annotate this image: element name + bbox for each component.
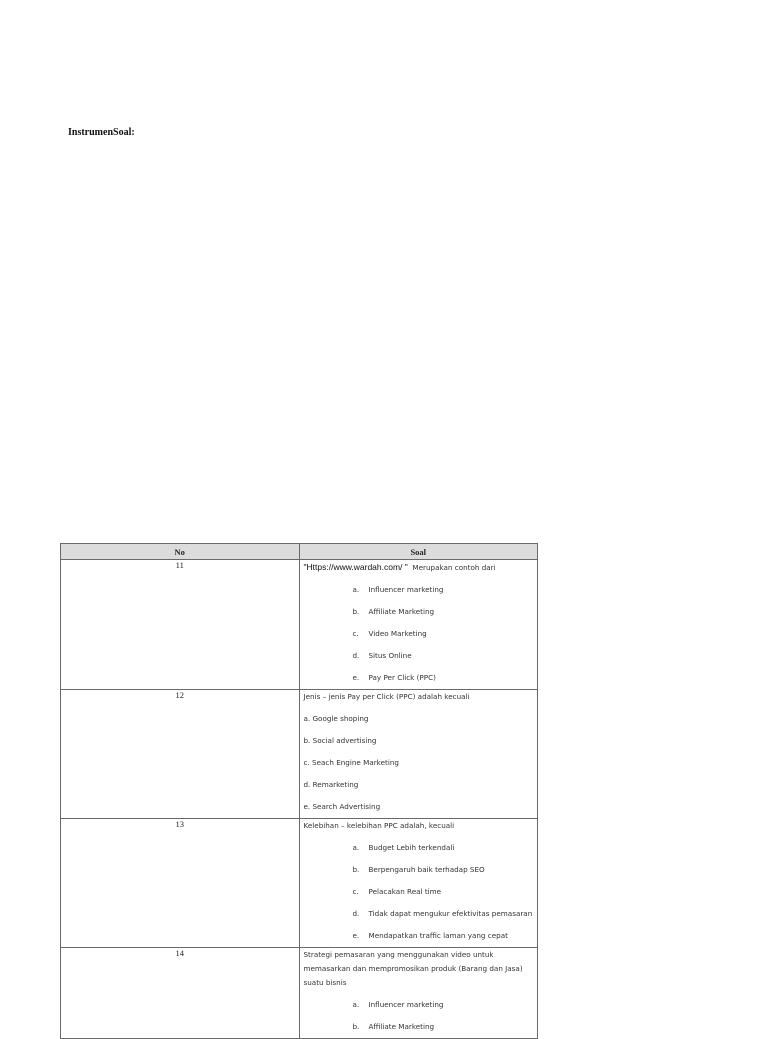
question-number: 13 — [61, 819, 300, 948]
answer-option — [304, 583, 534, 597]
option-text: Influencer marketing — [368, 1000, 444, 1009]
question-table — [60, 543, 538, 1039]
option-letter: a. — [352, 585, 360, 594]
question-cell — [299, 560, 538, 690]
table-row — [61, 819, 538, 948]
question-number: 14 — [61, 948, 300, 1039]
option-letter: c. — [352, 629, 359, 638]
option-text: Tidak dapat mengukur efektivitas pemasaran — [368, 909, 533, 918]
option-text: Pelacakan Real time — [368, 887, 442, 896]
answer-option — [304, 841, 534, 855]
table-row — [61, 690, 538, 819]
option-letter: b. — [352, 1022, 360, 1031]
answer-option — [304, 929, 534, 943]
option-text: Affiliate Marketing — [368, 607, 435, 616]
option-letter: a. — [352, 1000, 360, 1009]
answer-option: d. Remarketing — [303, 780, 359, 789]
answer-option — [304, 907, 534, 921]
table-header-row — [61, 544, 538, 560]
answer-option — [304, 1020, 534, 1034]
answer-option: e. Search Advertising — [303, 802, 381, 811]
answer-option — [304, 885, 534, 899]
option-letter: a. — [352, 843, 360, 852]
question-number: 11 — [61, 560, 300, 690]
question-cell — [299, 948, 538, 1039]
option-letter: d. — [352, 651, 360, 660]
table-row — [61, 948, 538, 1039]
answer-option: b. Social advertising — [303, 736, 377, 745]
question-text-tail: Merupakan contoh dari — [412, 563, 496, 572]
option-letter: d. — [352, 909, 360, 918]
option-letter: c. — [352, 887, 359, 896]
option-text: Berpengaruh baik terhadap SEO — [368, 865, 485, 874]
answer-option — [304, 671, 534, 685]
column-header-no: No — [61, 544, 300, 560]
question-cell — [299, 690, 538, 819]
question-text: Jenis – jenis Pay per Click (PPC) adalah kecuali — [303, 692, 470, 701]
question-cell — [299, 819, 538, 948]
option-letter: e. — [352, 673, 360, 682]
question-text: Kelebihan – kelebihan PPC adalah, kecuali — [303, 821, 455, 830]
question-url: "Https://www.wardah.com/ " — [303, 562, 408, 572]
option-text: Mendapatkan traffic laman yang cepat — [368, 931, 508, 940]
answer-option — [304, 627, 534, 641]
page-heading: InstrumenSoal: — [68, 127, 135, 138]
option-text: Influencer marketing — [368, 585, 444, 594]
answer-option — [304, 649, 534, 663]
answer-option: c. Seach Engine Marketing — [303, 758, 399, 767]
option-text: Video Marketing — [368, 629, 427, 638]
answer-option — [304, 863, 534, 877]
answer-option: a. Google shoping — [303, 714, 369, 723]
answer-option — [304, 605, 534, 619]
option-text: Affiliate Marketing — [368, 1022, 435, 1031]
question-number: 12 — [61, 690, 300, 819]
question-text: Strategi pemasaran yang menggunakan video untuk memasarkan dan mempromosikan produk (Barang dan Jasa) suatu bisnis — [303, 950, 523, 987]
answer-option — [304, 998, 534, 1012]
column-header-soal: Soal — [299, 544, 538, 560]
option-text: Budget Lebih terkendali — [368, 843, 455, 852]
option-text: Pay Per Click (PPC) — [368, 673, 436, 682]
option-letter: b. — [352, 865, 360, 874]
option-letter: e. — [352, 931, 360, 940]
option-text: Situs Online — [368, 651, 412, 660]
question-text — [304, 560, 534, 575]
table-row — [61, 560, 538, 690]
option-letter: b. — [352, 607, 360, 616]
